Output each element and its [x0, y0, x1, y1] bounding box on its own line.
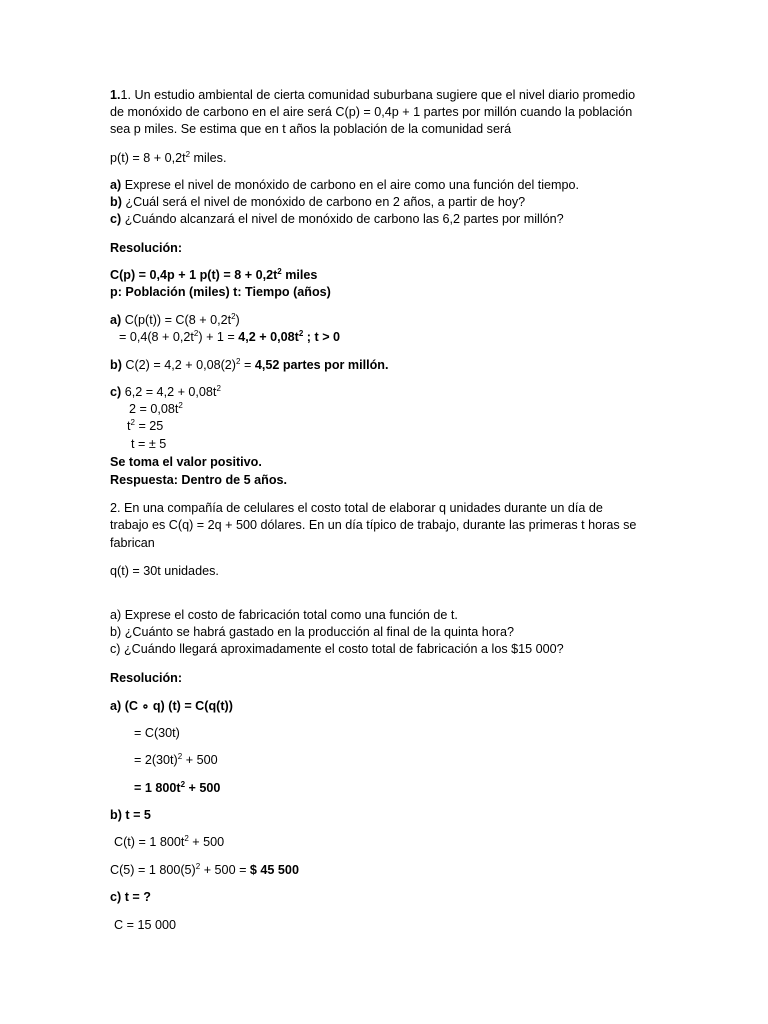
p2-answer-a-line-2: = C(30t)	[134, 726, 180, 740]
p2-answer-b-line-2: C(t) = 1 $800t^2 + 500$	[114, 834, 225, 849]
p2-answer-c-line-2: C = 15 000	[114, 918, 176, 932]
p2-answer-a-line-1: a) (C ∘ q) (t) = C(q(t))	[110, 699, 233, 713]
p2-answer-a-line-4: = 1 $800t^2 + 500$	[134, 780, 221, 795]
problem-2-intro-line-1: 2. En una compañía de celulares el costo total de elaborar q unidades durante un día de	[110, 501, 603, 515]
question-a: a) Exprese el nivel de monóxido de carbono en el aire como una función del tiempo.	[110, 178, 580, 192]
p2-answer-b-line-3: C(5) = 1 $800(5)^2 + 500$ = $ 45 500	[110, 862, 299, 877]
problem-1-intro-text: 1. Un estudio ambiental de cierta comunidad suburbana sugiere que el nivel diario promedio	[120, 88, 636, 102]
p2-answer-b-line-1: b) t = 5	[110, 808, 151, 822]
answer-c-line-1: c) $6,2 = 4,2 + 0,08t^2$	[110, 384, 221, 399]
answer-a-line-2: = $0,4(8 + 0,2t^2) + 1 = 4,2 + 0,08t^2$ ; t > 0	[119, 329, 341, 344]
definitions-line-2: p: Población (miles) t: Tiempo (años)	[110, 285, 331, 299]
p2-answer-a-line-3: = $2(30t)^2 + 500$	[134, 752, 218, 767]
p2-answer-c-line-1: c) t = ?	[110, 890, 151, 904]
production-function: q(t) = 30t unidades.	[110, 564, 219, 578]
p2-question-c: c) ¿Cuándo llegará aproximadamente el costo total de fabricación a los $15 000?	[110, 642, 564, 656]
problem-1-intro-line-2: de monóxido de carbono en el aire será C(p) = 0,4p + 1 partes por millón cuando la población	[110, 105, 633, 119]
answer-b: b) $C(2) = 4,2 + 0,08(2)^2 = 4,52$ partes por millón.	[110, 357, 389, 372]
answer-c-note: Se toma el valor positivo.	[110, 455, 262, 469]
p2-resolution-heading: Resolución:	[110, 671, 183, 685]
population-function: $p(t) = 8 + 0,2t^2$ miles.	[110, 150, 227, 165]
question-c: c) ¿Cuándo alcanzará el nivel de monóxido de carbono las 6,2 partes por millón?	[110, 212, 564, 226]
problem-1-intro-line-3: sea p miles. Se estima que en t años la población de la comunidad será	[110, 122, 512, 136]
p2-question-a: a) Exprese el costo de fabricación total como una función de t.	[110, 608, 458, 622]
resolution-heading: Resolución:	[110, 241, 183, 255]
answer-c-line-3: $t^2 = 25$	[127, 418, 164, 433]
answer-a-line-1: a) $C(p(t)) = C(8 + 0,2t^2)$	[110, 312, 240, 327]
problem-2-intro-line-2: trabajo es C(q) = 2q + 500 dólares. En un día típico de trabajo, durante las primeras t horas se	[110, 518, 637, 532]
question-b: b) ¿Cuál será el nivel de monóxido de carbono en 2 años, a partir de hoy?	[110, 195, 526, 209]
answer-c-line-4: t = ± 5	[131, 437, 167, 451]
answer-c-line-2: $2 = 0,08t^2$	[129, 401, 183, 416]
p2-question-b: b) ¿Cuánto se habrá gastado en la producción al final de la quinta hora?	[110, 625, 514, 639]
problem-1-intro-line-1	[110, 87, 635, 103]
problem-number: 1.	[110, 88, 121, 102]
answer-c-response: Respuesta: Dentro de 5 años.	[110, 473, 288, 487]
problem-2-intro-line-3: fabrican	[110, 536, 155, 550]
definitions-line-1: C(p) = 0,4p + 1 $p(t) = 8 + 0,2t^2$ miles	[110, 267, 318, 282]
